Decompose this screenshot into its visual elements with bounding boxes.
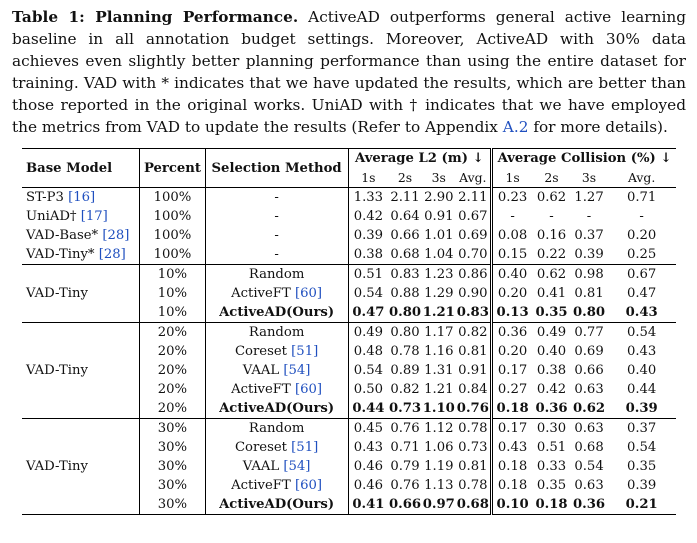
collision-value: 0.54: [607, 323, 676, 343]
collision-value: 0.71: [607, 188, 676, 208]
collision-value: 0.80: [572, 305, 606, 320]
collision-value: 0.43: [625, 305, 658, 320]
collision-value: 0.17: [491, 419, 532, 439]
method-cell: [205, 457, 348, 476]
table-row: [22, 207, 676, 226]
percent-cell: 100%: [140, 188, 205, 208]
table-row: [22, 265, 676, 285]
collision-value: 0.20: [626, 228, 657, 243]
header-selection-method: Selection Method: [205, 149, 348, 188]
header-average-l2: Average L2 (m) ↓: [348, 149, 491, 169]
collision-value: 0.63: [574, 382, 604, 397]
collision-value: 0.39: [626, 478, 657, 493]
l2-value: 1.01: [424, 228, 454, 243]
subheader: 1s: [361, 170, 376, 185]
method-name: ActiveFT: [231, 286, 291, 301]
base-model-name: UniAD†: [26, 209, 77, 224]
collision-value: 0.68: [574, 440, 604, 455]
l2-value: 0.66: [390, 228, 420, 243]
method-cell: [205, 380, 348, 399]
collision-value: 0.10: [491, 495, 532, 515]
method-cell: [205, 323, 348, 343]
collision-value: 0.51: [536, 440, 567, 455]
method-cell: [205, 361, 348, 380]
collision-value: 0.25: [626, 247, 657, 262]
l2-value: 1.21: [422, 305, 455, 320]
collision-value: 0.18: [497, 478, 528, 493]
citation-link[interactable]: [51]: [291, 440, 319, 455]
collision-value: 0.35: [626, 459, 657, 474]
base-model-name: ST-P3: [26, 190, 64, 205]
l2-value: 0.90: [456, 284, 492, 303]
collision-value: 0.36: [491, 323, 532, 343]
table-row: [22, 419, 676, 439]
collision-value: 0.77: [571, 323, 607, 343]
l2-value: 0.81: [456, 342, 492, 361]
collision-value: 0.35: [535, 305, 568, 320]
table-row: [22, 323, 676, 343]
table-section-20-percent: [22, 323, 676, 419]
header-base-model: Base Model: [22, 149, 140, 188]
method-cell: [205, 265, 348, 285]
l2-value: 0.88: [390, 286, 420, 301]
collision-value: 0.20: [497, 286, 528, 301]
l2-value: 1.13: [424, 478, 454, 493]
l2-value: 1.12: [422, 419, 456, 439]
collision-value: 0.18: [496, 401, 529, 416]
collision-value: 0.27: [497, 382, 528, 397]
citation-link[interactable]: [60]: [294, 478, 323, 493]
caption-text: ActiveAD outperforms general active learning baseline in all annotation budget settings. Moreover, ActiveAD with 30% data achieves even slightly better planning performance than using the entire dataset for training. VAD with * indicates that we have updated the results, which are better than those reported in the original works. UniAD with † indicates that we have employed the metrics from VAD to update the results (Refer to Appendix: [12, 8, 686, 136]
citation-link[interactable]: [60]: [294, 286, 323, 301]
l2-value: 0.82: [456, 323, 492, 343]
citation-link[interactable]: [16]: [68, 190, 96, 205]
collision-value: 0.49: [532, 323, 571, 343]
base-model-cell: [22, 188, 140, 208]
l2-value: 0.91: [424, 209, 454, 224]
l2-value: 2.90: [422, 188, 456, 208]
l2-value: 0.78: [456, 476, 492, 495]
method-cell: [205, 399, 348, 419]
percent-cell: 100%: [140, 226, 205, 245]
collision-value: 0.40: [491, 265, 532, 285]
collision-value: -: [510, 209, 515, 224]
percent-cell: 30%: [140, 457, 205, 476]
method-name: VAAL: [242, 459, 280, 474]
percent-cell: 100%: [140, 245, 205, 265]
l2-value: 0.49: [348, 323, 388, 343]
subheader: 1s: [505, 170, 520, 185]
citation-link[interactable]: [17]: [80, 209, 108, 224]
collision-value: 0.66: [574, 363, 604, 378]
collision-value: 0.63: [574, 478, 604, 493]
collision-value: 0.39: [625, 401, 658, 416]
percent-cell: 10%: [140, 284, 205, 303]
l2-value: 0.50: [353, 382, 384, 397]
percent-cell: 30%: [140, 495, 205, 515]
collision-value: 0.43: [497, 440, 528, 455]
collision-value: 0.43: [626, 344, 657, 359]
l2-value: 0.83: [388, 265, 422, 285]
l2-value: 0.46: [353, 459, 384, 474]
table-caption: [12, 6, 686, 138]
method-cell: [205, 476, 348, 495]
method-name: ActiveAD(Ours): [219, 497, 335, 512]
l2-value: 0.91: [456, 361, 492, 380]
l2-value: 1.29: [424, 286, 454, 301]
method-name: Random: [248, 267, 305, 282]
method-cell: -: [205, 245, 348, 265]
collision-value: 0.98: [571, 265, 607, 285]
method-cell: -: [205, 188, 348, 208]
l2-value: 1.31: [424, 363, 454, 378]
citation-link[interactable]: [28]: [102, 228, 130, 243]
collision-value: 0.47: [626, 286, 657, 301]
percent-cell: 20%: [140, 361, 205, 380]
percent-cell: 20%: [140, 399, 205, 419]
collision-value: 0.17: [497, 363, 528, 378]
l2-value: 0.48: [353, 344, 384, 359]
l2-value: 0.69: [456, 226, 492, 245]
base-model-cell: VAD-Tiny: [22, 265, 140, 323]
method-name: Coreset: [234, 440, 287, 455]
collision-value: 0.67: [607, 265, 676, 285]
collision-value: -: [549, 209, 554, 224]
percent-cell: 30%: [140, 419, 205, 439]
l2-value: 0.44: [352, 401, 385, 416]
l2-value: 0.73: [456, 438, 492, 457]
collision-value: 0.08: [497, 228, 528, 243]
method-cell: [205, 303, 348, 323]
percent-cell: 100%: [140, 207, 205, 226]
l2-value: 0.78: [456, 419, 492, 439]
collision-value: 0.30: [532, 419, 571, 439]
collision-value: 0.38: [536, 363, 567, 378]
l2-value: 0.51: [348, 265, 388, 285]
collision-value: 0.18: [532, 495, 571, 515]
citation-link[interactable]: [60]: [294, 382, 323, 397]
base-model-cell: [22, 226, 140, 245]
collision-value: 0.63: [571, 419, 607, 439]
l2-value: 0.64: [390, 209, 420, 224]
collision-value: 0.33: [536, 459, 567, 474]
collision-value: 0.40: [536, 344, 567, 359]
collision-value: 0.13: [496, 305, 529, 320]
base-model-cell: [22, 207, 140, 226]
l2-value: 0.41: [348, 495, 388, 515]
percent-cell: 30%: [140, 438, 205, 457]
collision-value: 0.37: [574, 228, 604, 243]
method-cell: [205, 438, 348, 457]
l2-value: 0.81: [456, 457, 492, 476]
l2-value: 2.11: [388, 188, 422, 208]
collision-value: 0.62: [572, 401, 606, 416]
table-row: [22, 226, 676, 245]
l2-value: 0.68: [390, 247, 420, 262]
subheader: Avg.: [627, 170, 656, 185]
collision-value: 0.62: [532, 188, 571, 208]
percent-cell: 20%: [140, 342, 205, 361]
collision-value: 0.69: [574, 344, 604, 359]
l2-value: 0.47: [352, 305, 385, 320]
collision-value: 0.62: [532, 265, 571, 285]
subheader: 3s: [431, 170, 446, 185]
base-model-name: VAD-Base*: [26, 228, 99, 243]
method-name: VAAL: [242, 363, 280, 378]
table-section-10-percent: [22, 265, 676, 323]
l2-value: 1.33: [348, 188, 388, 208]
l2-value: 0.86: [456, 265, 492, 285]
base-model-cell: [22, 245, 140, 265]
method-cell: -: [205, 226, 348, 245]
l2-value: 0.80: [388, 323, 422, 343]
l2-value: 0.97: [422, 495, 456, 515]
collision-value: 0.20: [497, 344, 528, 359]
subheader: 2s: [544, 170, 559, 185]
method-cell: [205, 284, 348, 303]
collision-value: 0.41: [536, 286, 567, 301]
method-cell: -: [205, 207, 348, 226]
header-percent: Percent: [140, 149, 205, 188]
l2-value: 1.19: [424, 459, 454, 474]
caption-text-end: for more details).: [533, 118, 668, 136]
header-average-collision: Average Collision (%) ↓: [491, 149, 676, 169]
percent-cell: 20%: [140, 323, 205, 343]
caption-lead: Table 1: Planning Performance.: [12, 8, 299, 26]
l2-value: 0.71: [390, 440, 420, 455]
method-name: ActiveAD(Ours): [219, 401, 335, 416]
l2-value: 0.43: [353, 440, 384, 455]
l2-value: 0.38: [353, 247, 384, 262]
percent-cell: 10%: [140, 265, 205, 285]
citation-link[interactable]: [54]: [283, 363, 311, 378]
base-model-cell: VAD-Tiny: [22, 323, 140, 419]
collision-value: 0.23: [491, 188, 532, 208]
l2-value: 1.10: [422, 401, 455, 416]
collision-value: 0.37: [607, 419, 676, 439]
l2-value: 1.21: [424, 382, 454, 397]
collision-value: 0.36: [535, 401, 568, 416]
citation-link[interactable]: [54]: [283, 459, 311, 474]
l2-value: 1.23: [422, 265, 456, 285]
collision-value: 0.40: [626, 363, 657, 378]
subheader: 3s: [581, 170, 597, 185]
collision-value: 0.39: [574, 247, 604, 262]
collision-value: 0.44: [626, 382, 657, 397]
collision-value: 0.81: [574, 286, 604, 301]
method-name: Random: [248, 421, 305, 436]
method-name: Coreset: [234, 344, 287, 359]
l2-value: 1.06: [424, 440, 454, 455]
collision-value: 0.36: [571, 495, 607, 515]
l2-value: 1.17: [422, 323, 456, 343]
collision-value: 0.35: [536, 478, 567, 493]
l2-value: 0.54: [353, 286, 384, 301]
percent-cell: 30%: [140, 476, 205, 495]
l2-value: 0.84: [456, 380, 492, 399]
table-section-30-percent: [22, 419, 676, 515]
table-row: [22, 188, 676, 208]
collision-value: 0.42: [536, 382, 567, 397]
l2-value: 0.45: [348, 419, 388, 439]
collision-value: 0.18: [497, 459, 528, 474]
method-cell: [205, 419, 348, 439]
l2-value: 0.68: [456, 495, 492, 515]
collision-value: 1.27: [571, 188, 607, 208]
l2-value: 0.82: [390, 382, 420, 397]
citation-link[interactable]: [28]: [98, 247, 126, 262]
l2-value: 1.16: [424, 344, 454, 359]
method-name: ActiveAD(Ours): [219, 305, 335, 320]
l2-value: 0.76: [456, 399, 492, 419]
collision-value: 0.16: [536, 228, 567, 243]
l2-value: 0.83: [456, 303, 492, 323]
method-cell: [205, 342, 348, 361]
table-row: [22, 245, 676, 265]
planning-table: [22, 148, 676, 515]
base-model-name: VAD-Tiny*: [26, 247, 95, 262]
l2-value: 0.54: [353, 363, 384, 378]
l2-value: 0.39: [353, 228, 384, 243]
l2-value: 0.80: [388, 305, 422, 320]
base-model-cell: VAD-Tiny: [22, 419, 140, 515]
l2-value: 0.66: [388, 495, 422, 515]
collision-value: 0.21: [607, 495, 676, 515]
percent-cell: 10%: [140, 303, 205, 323]
subheader: 2s: [397, 170, 413, 185]
appendix-link[interactable]: A.2: [502, 118, 529, 136]
l2-value: 2.11: [456, 188, 492, 208]
collision-value: 0.15: [497, 247, 528, 262]
l2-value: 0.78: [390, 344, 420, 359]
method-name: ActiveFT: [231, 382, 291, 397]
collision-value: -: [639, 209, 644, 224]
l2-value: 1.04: [424, 247, 454, 262]
l2-value: 0.46: [353, 478, 384, 493]
collision-value: 0.22: [536, 247, 567, 262]
l2-value: 0.73: [388, 401, 422, 416]
collision-value: 0.54: [626, 440, 657, 455]
table-section-full-data: [22, 188, 676, 265]
method-name: Random: [248, 325, 305, 340]
l2-value: 0.70: [456, 245, 492, 265]
l2-value: 0.76: [388, 419, 422, 439]
method-name: ActiveFT: [231, 478, 291, 493]
collision-value: 0.54: [574, 459, 604, 474]
subheader: Avg.: [456, 168, 492, 188]
method-cell: [205, 495, 348, 515]
collision-value: -: [586, 209, 592, 224]
l2-value: 0.67: [456, 207, 492, 226]
l2-value: 0.89: [390, 363, 420, 378]
citation-link[interactable]: [51]: [291, 344, 319, 359]
l2-value: 0.76: [390, 478, 420, 493]
l2-value: 0.79: [390, 459, 420, 474]
l2-value: 0.42: [353, 209, 384, 224]
percent-cell: 20%: [140, 380, 205, 399]
